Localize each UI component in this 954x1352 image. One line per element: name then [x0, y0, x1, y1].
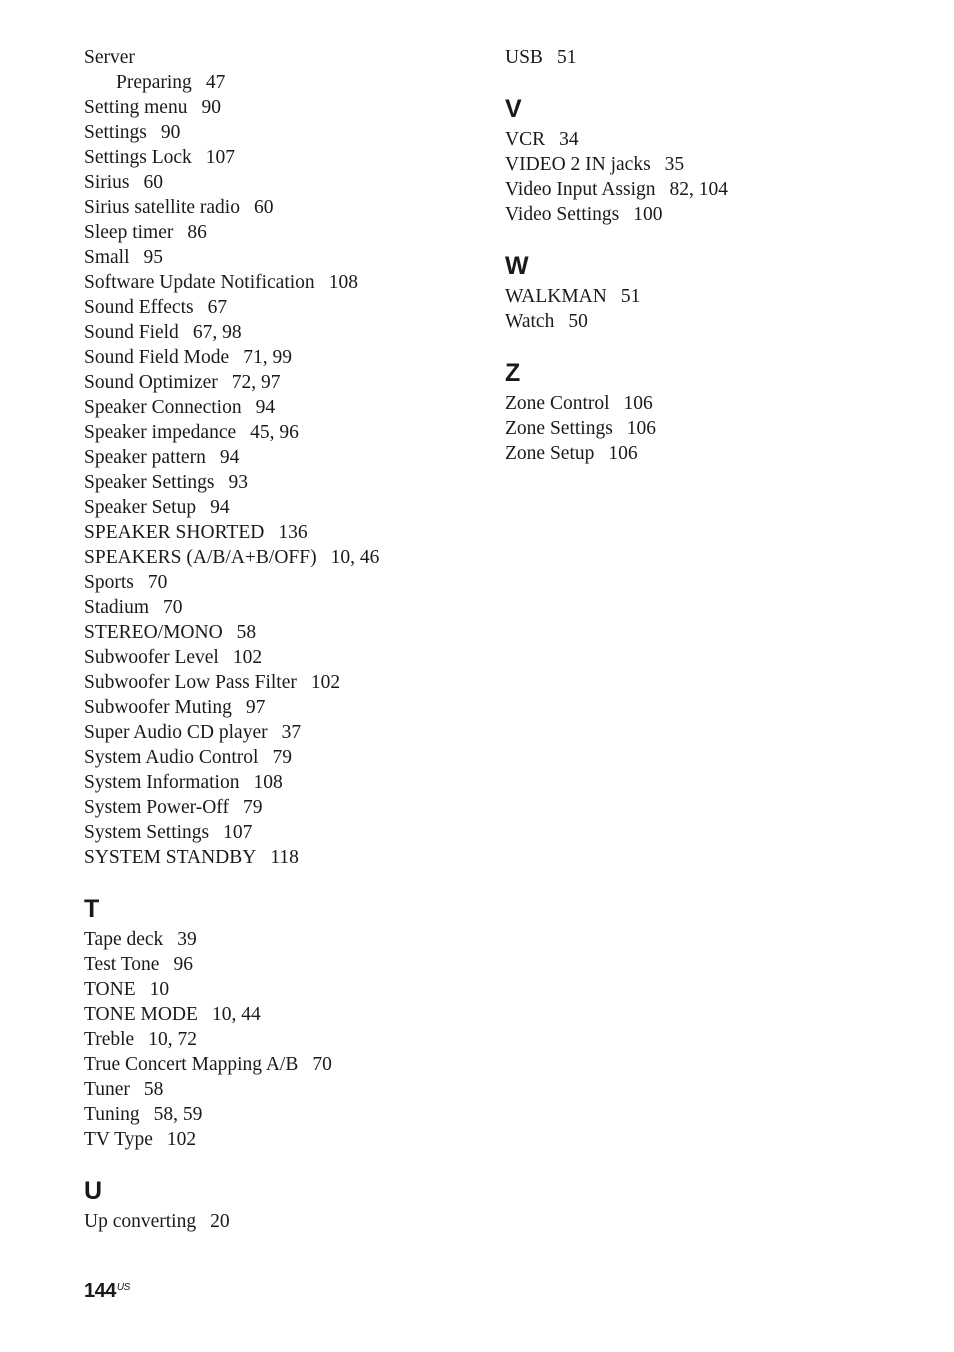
- index-page-refs: 94: [255, 397, 276, 418]
- index-term: VCR: [505, 129, 546, 150]
- index-page-refs: 106: [608, 443, 638, 464]
- index-entry: [505, 202, 905, 227]
- index-group: [505, 45, 905, 70]
- index-term: Preparing: [116, 72, 192, 93]
- index-entry: [84, 570, 474, 595]
- index-entry: [84, 1102, 474, 1127]
- index-term: Tuner: [84, 1079, 130, 1100]
- index-group: [505, 252, 905, 334]
- index-page-refs: 94: [210, 497, 230, 518]
- index-page-refs: 10: [149, 979, 170, 1000]
- index-term: Subwoofer Level: [84, 647, 219, 668]
- index-entry: [84, 320, 474, 345]
- index-page-refs: 20: [210, 1211, 230, 1232]
- index-subentry: [84, 70, 474, 95]
- index-term: Test Tone: [84, 954, 160, 975]
- index-entry: [84, 445, 474, 470]
- index-entry: [84, 620, 474, 645]
- page-number-suffix: US: [116, 1282, 130, 1293]
- index-entry: [84, 545, 474, 570]
- index-page-refs: 51: [556, 47, 577, 68]
- index-page-refs: 70: [163, 597, 183, 618]
- index-term: Speaker Connection: [84, 397, 242, 418]
- index-term: Treble: [84, 1029, 135, 1050]
- index-page-refs: 70: [312, 1054, 332, 1075]
- index-term: Speaker impedance: [84, 422, 237, 443]
- index-term: SYSTEM STANDBY: [84, 847, 257, 868]
- index-entry: [84, 495, 474, 520]
- index-entry: [84, 1209, 474, 1234]
- index-term: System Audio Control: [84, 747, 259, 768]
- index-term: System Power-Off: [84, 797, 229, 818]
- index-page-refs: 39: [177, 929, 197, 950]
- index-page-refs: 10, 46: [330, 547, 380, 568]
- index-page-refs: 95: [143, 247, 164, 268]
- index-page-refs: 67: [207, 297, 228, 318]
- index-entry: [505, 416, 905, 441]
- index-term: USB: [505, 47, 543, 68]
- index-term: Speaker Setup: [84, 497, 197, 518]
- index-page-refs: 82, 104: [669, 179, 728, 200]
- index-page-refs: 108: [328, 272, 358, 293]
- index-group: [84, 895, 474, 1152]
- index-letter-heading: U: [84, 1177, 103, 1205]
- index-term: Sirius satellite radio: [84, 197, 240, 218]
- index-page-refs: 100: [633, 204, 663, 225]
- index-entry: [84, 795, 474, 820]
- index-entry: [84, 1052, 474, 1077]
- index-term: VIDEO 2 IN jacks: [505, 154, 651, 175]
- index-page-refs: 10, 44: [211, 1004, 261, 1025]
- index-term: Video Settings: [505, 204, 620, 225]
- index-term: Stadium: [84, 597, 150, 618]
- index-page-refs: 58: [143, 1079, 164, 1100]
- index-page-refs: 102: [232, 647, 263, 668]
- index-entry: [84, 820, 474, 845]
- index-term: Super Audio CD player: [84, 722, 268, 743]
- index-entry: [84, 345, 474, 370]
- index-letter-heading: Z: [505, 359, 521, 387]
- index-term: System Settings: [84, 822, 210, 843]
- index-term: Up converting: [84, 1211, 197, 1232]
- index-page-refs: 58, 59: [153, 1104, 203, 1125]
- index-entry: [84, 1002, 474, 1027]
- page-number: [84, 1280, 130, 1303]
- index-letter-heading: V: [505, 95, 522, 123]
- index-entry: [84, 720, 474, 745]
- index-entry: [84, 670, 474, 695]
- index-page-refs: 10, 72: [148, 1029, 197, 1050]
- index-entry: [84, 220, 474, 245]
- index-group: [505, 95, 905, 227]
- index-term: Watch: [505, 311, 555, 332]
- index-term: Software Update Notification: [84, 272, 315, 293]
- index-entry: [505, 177, 905, 202]
- index-entry: [84, 520, 474, 545]
- index-group: [84, 1177, 474, 1234]
- index-entry: [84, 420, 474, 445]
- index-page-refs: 106: [626, 418, 657, 439]
- index-page-refs: 67, 98: [192, 322, 242, 343]
- index-page-refs: 51: [620, 286, 641, 307]
- index-term: TONE: [84, 979, 136, 1000]
- index-page-refs: 86: [187, 222, 207, 243]
- index-term: Server: [84, 47, 135, 68]
- index-page-refs: 108: [253, 772, 283, 793]
- index-page-refs: 79: [272, 747, 292, 768]
- index-entry: [84, 270, 474, 295]
- index-entry: [84, 395, 474, 420]
- index-page-refs: 94: [219, 447, 240, 468]
- index-term: Subwoofer Low Pass Filter: [84, 672, 297, 693]
- index-entry: [84, 845, 474, 870]
- index-page-refs: 107: [205, 147, 236, 168]
- index-column-left: [84, 45, 474, 1234]
- index-term: SPEAKER SHORTED: [84, 522, 265, 543]
- index-page-refs: 34: [559, 129, 579, 150]
- index-page-refs: 96: [173, 954, 193, 975]
- index-entry: [84, 745, 474, 770]
- index-term: Tape deck: [84, 929, 164, 950]
- index-term: Video Input Assign: [505, 179, 656, 200]
- index-term: Sleep timer: [84, 222, 174, 243]
- index-term: Speaker pattern: [84, 447, 206, 468]
- index-term: Sound Optimizer: [84, 372, 218, 393]
- index-entry: [84, 95, 474, 120]
- index-page-refs: 107: [223, 822, 253, 843]
- index-entry: [505, 152, 905, 177]
- index-page-refs: 60: [253, 197, 274, 218]
- index-page-refs: 50: [568, 311, 588, 332]
- index-page-refs: 136: [278, 522, 308, 543]
- index-entry: [84, 645, 474, 670]
- index-entry: [505, 309, 905, 334]
- index-term: Zone Setup: [505, 443, 595, 464]
- index-term: Zone Settings: [505, 418, 613, 439]
- index-entry: [84, 1027, 474, 1052]
- index-entry: [84, 370, 474, 395]
- index-entry: [505, 127, 905, 152]
- index-letter-heading: T: [84, 895, 100, 923]
- index-term: Tuning: [84, 1104, 140, 1125]
- index-page-refs: 97: [245, 697, 266, 718]
- index-entry: [84, 170, 474, 195]
- index-page-refs: 118: [270, 847, 299, 868]
- index-page-refs: 47: [205, 72, 226, 93]
- index-entry: [84, 195, 474, 220]
- index-entry: [84, 470, 474, 495]
- index-entry: [84, 927, 474, 952]
- index-term: True Concert Mapping A/B: [84, 1054, 299, 1075]
- index-term: STEREO/MONO: [84, 622, 223, 643]
- index-term: Settings: [84, 122, 147, 143]
- index-entry: [84, 952, 474, 977]
- index-term: SPEAKERS (A/B/A+B/OFF): [84, 547, 317, 568]
- index-page-refs: 102: [166, 1129, 197, 1150]
- index-page-refs: 45, 96: [250, 422, 299, 443]
- index-term: Zone Control: [505, 393, 610, 414]
- index-page-refs: 106: [623, 393, 653, 414]
- index-page-refs: 58: [236, 622, 257, 643]
- index-term: TV Type: [84, 1129, 153, 1150]
- index-page-refs: 79: [242, 797, 263, 818]
- index-term: Sound Field: [84, 322, 179, 343]
- index-entry: [505, 441, 905, 466]
- index-term: WALKMAN: [505, 286, 607, 307]
- index-group: [84, 45, 474, 870]
- index-entry: [84, 595, 474, 620]
- index-page-refs: 70: [147, 572, 168, 593]
- index-page-refs: 35: [664, 154, 685, 175]
- page-number-value: 144: [84, 1280, 116, 1302]
- index-term: TONE MODE: [84, 1004, 198, 1025]
- index-letter-heading: W: [505, 252, 529, 280]
- index-term: Settings Lock: [84, 147, 192, 168]
- index-page-refs: 102: [310, 672, 341, 693]
- index-page-refs: 71, 99: [243, 347, 292, 368]
- index-page-refs: 93: [228, 472, 249, 493]
- index-term: Subwoofer Muting: [84, 697, 232, 718]
- index-term: Sirius: [84, 172, 130, 193]
- index-page-refs: 72, 97: [231, 372, 281, 393]
- index-term: Sports: [84, 572, 134, 593]
- index-entry: [84, 120, 474, 145]
- index-term: System Information: [84, 772, 240, 793]
- index-page-refs: 37: [281, 722, 302, 743]
- index-term: Speaker Settings: [84, 472, 215, 493]
- index-entry: [84, 245, 474, 270]
- index-page-refs: 90: [201, 97, 221, 118]
- index-entry: [505, 45, 905, 70]
- index-entry: [84, 145, 474, 170]
- index-entry: [84, 770, 474, 795]
- index-term: Sound Effects: [84, 297, 194, 318]
- index-entry: [84, 977, 474, 1002]
- index-entry: [84, 695, 474, 720]
- index-term: Sound Field Mode: [84, 347, 230, 368]
- index-page-refs: 60: [143, 172, 164, 193]
- index-column-right: [505, 45, 905, 466]
- index-term: Setting menu: [84, 97, 188, 118]
- index-entry: [505, 391, 905, 416]
- index-term: Small: [84, 247, 130, 268]
- index-entry: [84, 45, 474, 70]
- index-entry: [84, 1127, 474, 1152]
- index-entry: [84, 295, 474, 320]
- index-entry: [505, 284, 905, 309]
- index-group: [505, 359, 905, 466]
- index-page-refs: 90: [160, 122, 181, 143]
- index-entry: [84, 1077, 474, 1102]
